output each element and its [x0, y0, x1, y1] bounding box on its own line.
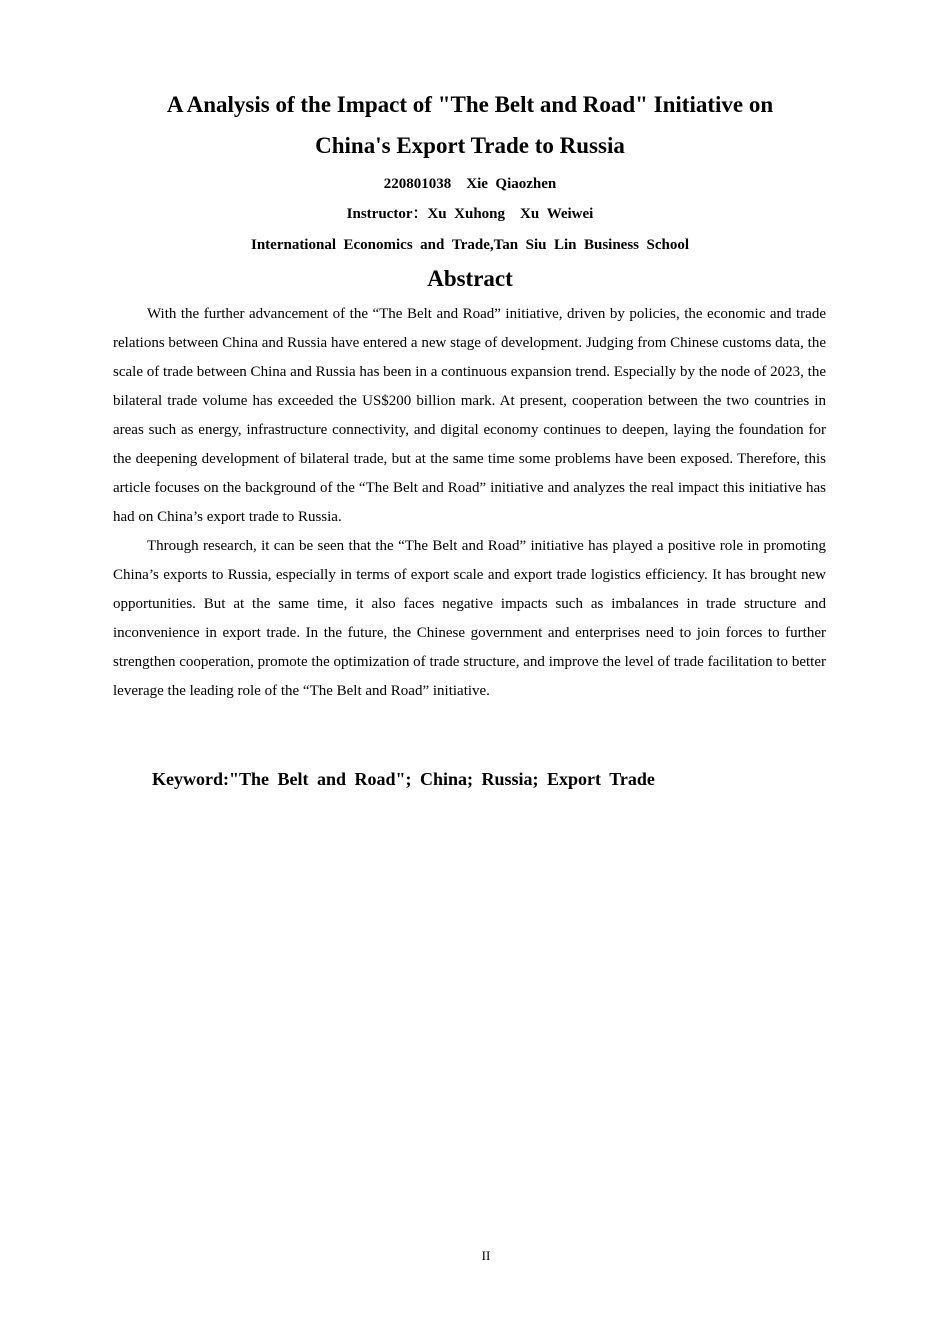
keywords-line: Keyword:"The Belt and Road"; China; Russia; Export Trade [152, 769, 655, 789]
affiliation-line: International Economics and Trade,Tan Siu Lin Business School [250, 237, 690, 253]
page-number: II [481, 1248, 491, 1263]
abstract-heading: Abstract [427, 266, 513, 291]
instructor-line: Instructor：Xu Xuhong Xu Weiwei [346, 206, 594, 222]
paper-title-line-2: China's Export Trade to Russia [315, 133, 625, 158]
author-line: 220801038 Xie Qiaozhen [383, 176, 557, 192]
abstract-body [113, 300, 826, 706]
paper-title-line-1: A Analysis of the Impact of "The Belt and Road" Initiative on [166, 92, 774, 117]
abstract-paragraph-1: With the further advancement of the “The Belt and Road” initiative, driven by policies, the economic and trade relations between China and Russia have entered a new stage of development. Judging from Chinese customs data, the scale of trade between China and Russia has been in a continuous expansion trend. Especially by the node of 2023, the bilateral trade volume has exceeded the US$200 billion mark. At present, cooperation between the two countries in areas such as energy, infrastructure connectivity, and digital economy continues to deepen, laying the foundation for the deepening development of bilateral trade, but at the same time some problems have been exposed. Therefore, this article focuses on the background of the “The Belt and Road” initiative and analyzes the real impact this initiative has had on China’s export trade to Russia. [113, 306, 826, 525]
abstract-paragraph-2: Through research, it can be seen that the “The Belt and Road” initiative has played a positive role in promoting China’s exports to Russia, especially in terms of export scale and export trade logistics efficiency. It has brought new opportunities. But at the same time, it also faces negative impacts such as imbalances in trade structure and inconvenience in export trade. In the future, the Chinese government and enterprises need to join forces to further strengthen cooperation, promote the optimization of trade structure, and improve the level of trade facilitation to better leverage the leading role of the “The Belt and Road” initiative. [113, 538, 826, 699]
